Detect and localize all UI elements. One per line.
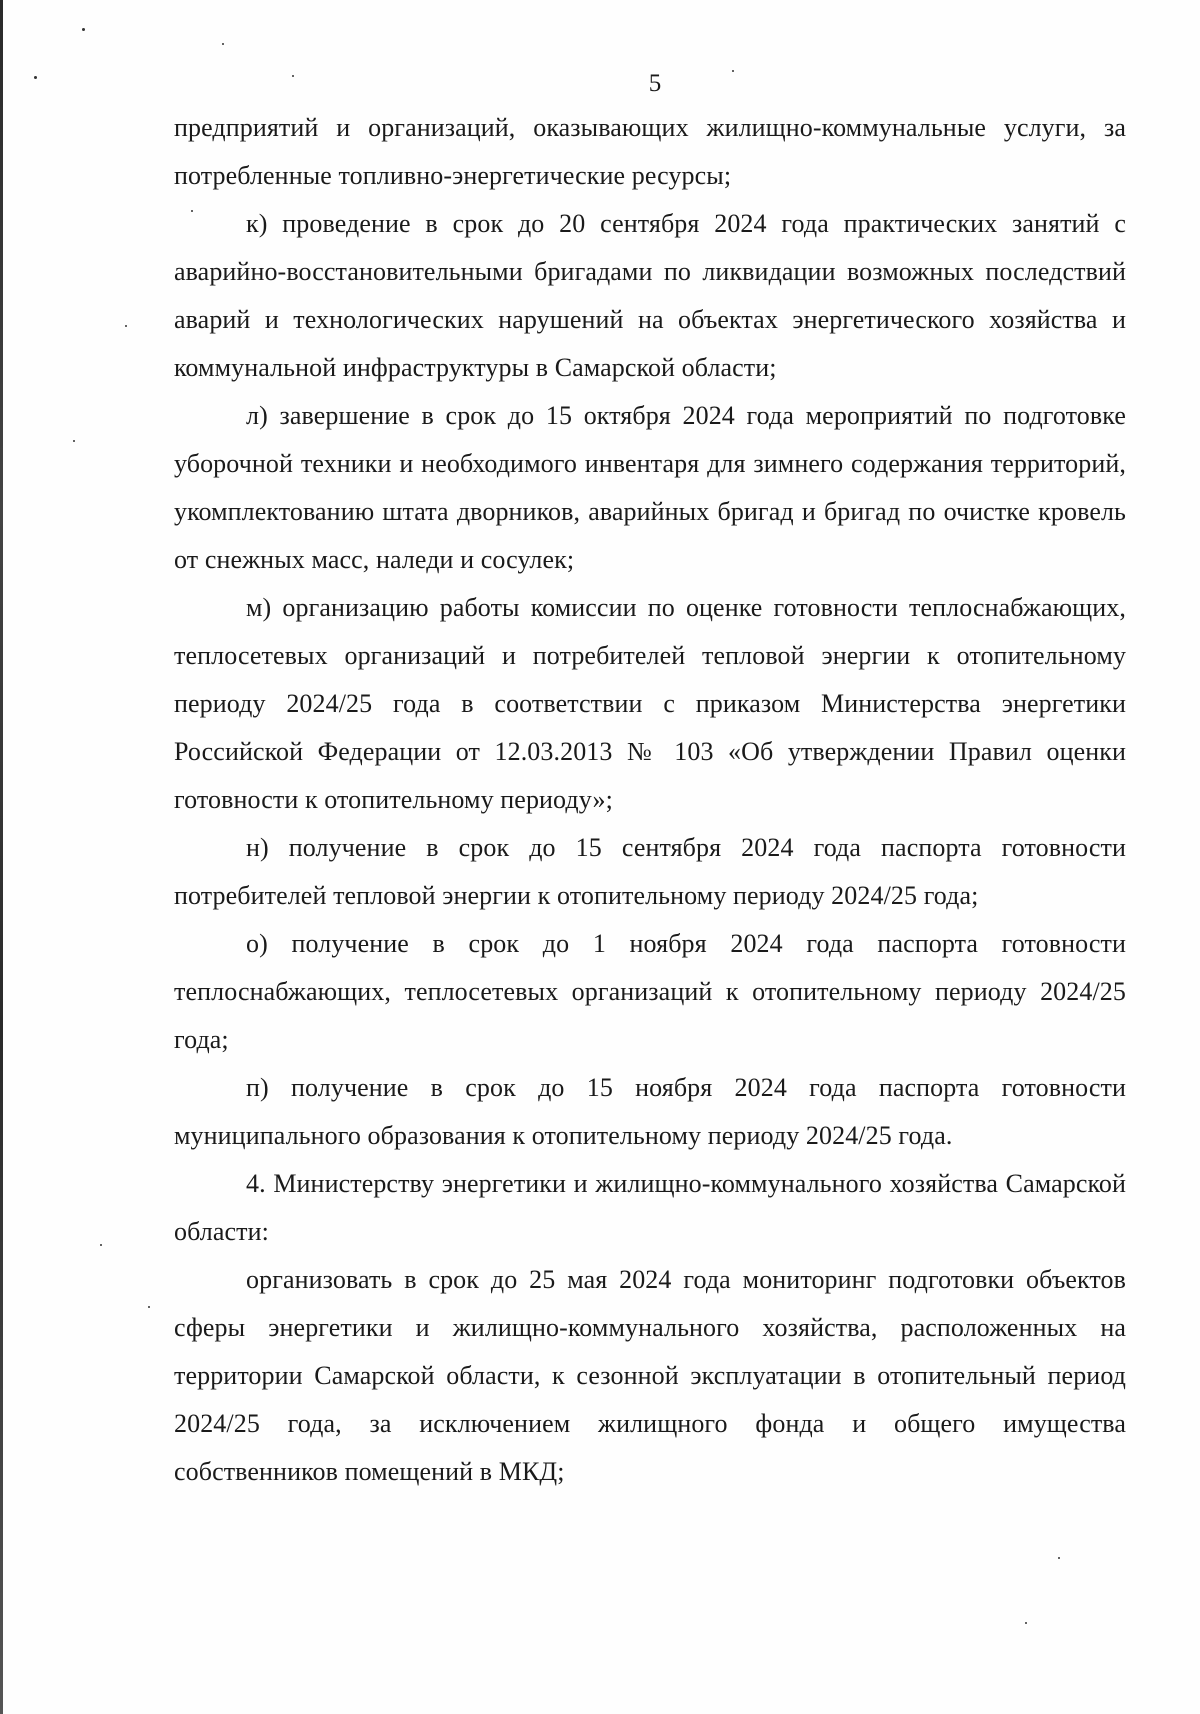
paragraph-item-p: п) получение в срок до 15 ноября 2024 года паспорта готовности муниципального образования к отопительному периоду 2024/25 года. bbox=[174, 1073, 1126, 1150]
paragraph-item-m: м) организацию работы комиссии по оценке готовности теплоснабжающих, теплосетевых организаций и потребителей тепловой энергии к отопительному периоду 2024/25 года в соответствии с приказом Министерства энергетики Российской Федерации от 12.03.2013 № 103 «Об утверждении Правил оценки готовности к отопительному периоду»; bbox=[174, 593, 1126, 814]
scan-speck bbox=[1058, 1557, 1060, 1559]
paragraph-continuation: предприятий и организаций, оказывающих жилищно-коммунальные услуги, за потребленные топливно-энергетические ресурсы; bbox=[174, 113, 1126, 190]
scan-speck bbox=[148, 1306, 150, 1308]
scan-speck bbox=[82, 28, 85, 31]
paragraph-item-n: н) получение в срок до 15 сентября 2024 года паспорта готовности потребителей тепловой энергии к отопительному периоду 2024/25 года; bbox=[174, 833, 1126, 910]
page-number: 5 bbox=[648, 70, 662, 97]
paragraph-section-4-text: организовать в срок до 25 мая 2024 года мониторинг подготовки объектов сферы энергетики и жилищно-коммунального хозяйства, расположенных на территории Самарской области, к сезонной эксплуатации в отопительный период 2024/25 года, за исключением жилищного фонда и общего имущества собственников помещений в МКД; bbox=[174, 1265, 1126, 1486]
scan-speck bbox=[222, 43, 224, 45]
paragraph-section-4: 4. Министерству энергетики и жилищно-коммунального хозяйства Самарской области: bbox=[174, 1169, 1126, 1246]
scan-speck bbox=[100, 1244, 102, 1246]
scan-edge-shadow bbox=[0, 0, 3, 1714]
document-body bbox=[174, 104, 1126, 1496]
paragraph-item-o: о) получение в срок до 1 ноября 2024 года паспорта готовности теплоснабжающих, теплосетевых организаций к отопительному периоду 2024/25 года; bbox=[174, 929, 1126, 1054]
scan-speck bbox=[73, 440, 75, 442]
scan-speck bbox=[125, 325, 127, 327]
paragraph-item-l: л) завершение в срок до 15 октября 2024 года мероприятий по подготовке уборочной техники и необходимого инвентаря для зимнего содержания территорий, укомплектованию штата дворников, аварийных бригад и бригад по очистке кровель от снежных масс, наледи и сосулек; bbox=[174, 401, 1126, 574]
scan-speck bbox=[1025, 1622, 1027, 1624]
paragraph-item-k: к) проведение в срок до 20 сентября 2024 года практических занятий с аварийно-восстановительными бригадами по ликвидации возможных последствий аварий и технологических нарушений на объектах энергетического хозяйства и коммунальной инфраструктуры в Самарской области; bbox=[174, 209, 1126, 382]
